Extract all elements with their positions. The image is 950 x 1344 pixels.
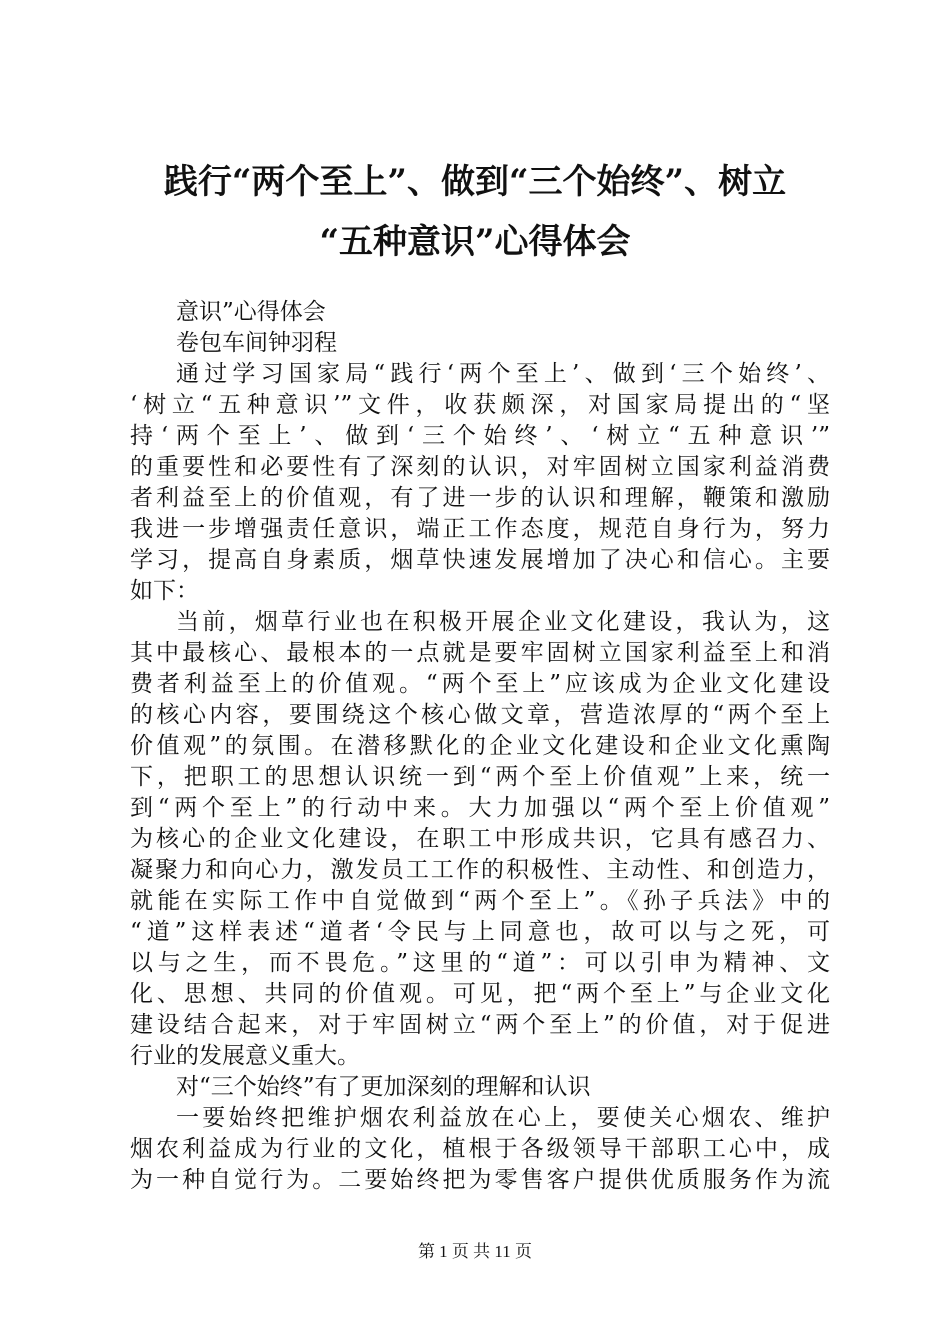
body-line: 学习，提高自身素质，烟草快速发展增加了决心和信心。主要: [130, 547, 830, 573]
body-line: 当前，烟草行业也在积极开展企业文化建设，我认为，这: [176, 609, 830, 635]
body-line: 意识”心得体会: [176, 299, 326, 325]
body-line: 通过学习国家局“践行‘两个至上’、做到‘三个始终’、: [176, 361, 830, 387]
body-line: 行业的发展意义重大。: [130, 1043, 360, 1069]
page-footer: 第 1 页 共 11 页: [417, 1242, 533, 1261]
body-line: 的重要性和必要性有了深刻的认识，对牢固树立国家利益消费: [130, 454, 830, 480]
body-line: 我进一步增强责任意识，端正工作态度，规范自身行为，努力: [130, 516, 830, 542]
body-line: 对“三个始终”有了更加深刻的理解和认识: [176, 1074, 591, 1100]
body-line: 费者利益至上的价值观。“两个至上”应该成为企业文化建设: [130, 671, 830, 697]
body-line: 就能在实际工作中自觉做到“两个至上”。《孙子兵法》中的: [130, 888, 830, 914]
body-line: 以与之生，而不畏危。”这里的“道”：可以引申为精神、文: [130, 950, 830, 976]
body-line: 一要始终把维护烟农利益放在心上，要使关心烟农、维护: [176, 1105, 830, 1131]
body-line: 为一种自觉行为。二要始终把为零售客户提供优质服务作为流: [130, 1167, 830, 1193]
body-line: 价值观”的氛围。在潜移默化的企业文化建设和企业文化熏陶: [130, 733, 830, 759]
body-line: 其中最核心、最根本的一点就是要牢固树立国家利益至上和消: [130, 640, 830, 666]
title-line-2: “五种意识”心得体会: [319, 222, 631, 262]
body-line: 建设结合起来，对于牢固树立“两个至上”的价值，对于促进: [130, 1012, 830, 1038]
body-line: 者利益至上的价值观，有了进一步的认识和理解，鞭策和激励: [130, 485, 830, 511]
body-line: 烟农利益成为行业的文化，植根于各级领导干部职工心中，成: [130, 1136, 830, 1162]
body-line: 下，把职工的思想认识统一到“两个至上价值观”上来，统一: [130, 764, 830, 790]
body-line: “道”这样表述“道者‘令民与上同意也，故可以与之死，可: [130, 919, 830, 945]
body-line: 化、思想、共同的价值观。可见，把“两个至上”与企业文化: [130, 981, 830, 1007]
body-line: 的核心内容，要围绕这个核心做文章，营造浓厚的“两个至上: [130, 702, 830, 728]
body-line: 为核心的企业文化建设，在职工中形成共识，它具有感召力、: [130, 826, 830, 852]
body-line: 如下：: [130, 578, 199, 604]
body-line: 到“两个至上”的行动中来。大力加强以“两个至上价值观”: [130, 795, 830, 821]
body-line: 凝聚力和向心力，激发员工工作的积极性、主动性、和创造力，: [130, 857, 830, 883]
title-line-1: 践行“两个至上”、做到“三个始终”、树立: [163, 162, 787, 202]
body-line: 持‘两个至上’、做到‘三个始终’、‘树立“五种意识’”: [130, 423, 830, 449]
body-text: [130, 297, 830, 1196]
body-line: ‘树立“五种意识’”文件，收获颇深，对国家局提出的“坚: [130, 392, 830, 418]
body-line: 卷包车间钟羽程: [176, 330, 337, 356]
